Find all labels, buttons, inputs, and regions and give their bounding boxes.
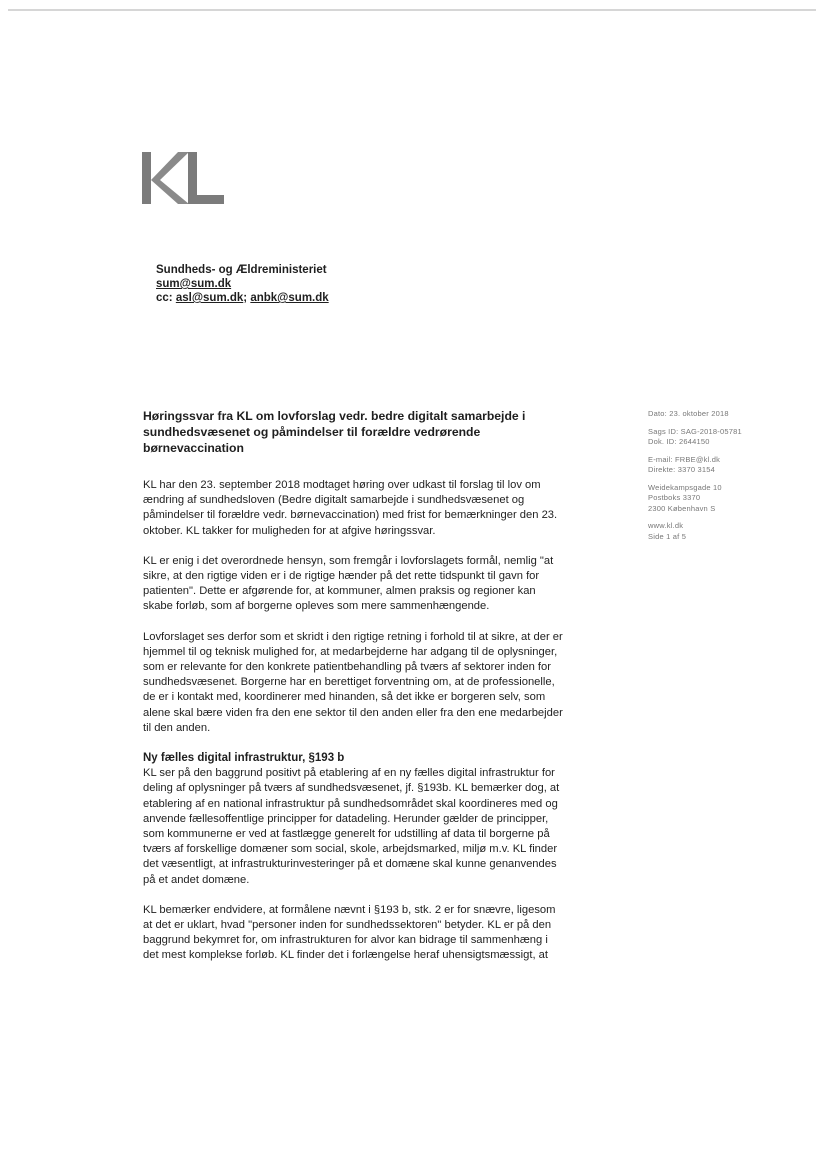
paragraph-purposes: KL bemærker endvidere, at formålene nævnt i §193 b, stk. 2 er for snævre, ligesom at det er uklart, hvad "personer inden for sundhedssektoren" betyder. KL er på den baggrund bekymret for, om infrastrukturen for alvor kan bidrage til sammenhæng i det mest komplekse forløb. KL finder det i forlængelse heraf uhensigtsmæssigt, at [143, 903, 556, 962]
sidebar-email: E-mail: FRBE@kl.dk [648, 454, 721, 464]
sidebar-address-line-3: 2300 København S [648, 503, 716, 513]
page-top-border [8, 9, 816, 11]
sidebar-page-number: Side 1 af 5 [648, 531, 687, 541]
paragraph-infrastructure: KL ser på den baggrund positivt på etablering af en ny fælles digital infrastruktur for deling af oplysninger på tværs af sundhedsvæsenet, jf. §193b. KL bemærker dog, at etablering af en national infrastruktur på sundhedsområdet skal koordineres med og anvende fællesoffentlige principper for datadeling. Herunder gælder de principper, som kommunerne er ved at fastlægge generelt for udstilling af data til borgerne på tværs af forskellige domæner som social, skole, arbejdsmarked, miljø m.v. KL finder det væsentligt, at infrastrukturinvesteringer på et domæne skal kunne genanvendes på et andet domæne. [143, 767, 560, 886]
cc-email-link-1[interactable]: asl@sum.dk [175, 292, 244, 304]
sidebar-direct-phone: Direkte: 3370 3154 [648, 465, 715, 474]
document-title: Høringssvar fra KL om lovforslag vedr. bedre digitalt samarbejde i sundhedsvæsenet og påmindelser til forældre vedrørende børnevaccination [143, 409, 526, 455]
sidebar-address-line-2: Postboks 3370 [648, 493, 701, 502]
letter-body [143, 478, 563, 979]
recipient-email-link[interactable]: sum@sum.dk [156, 278, 232, 290]
paragraph-agreement: KL er enig i det overordnede hensyn, som fremgår i lovforslagets formål, nemlig "at sikre, at den rigtige viden er i de rigtige hænder på det rette tidspunkt til gavn for patienten". Dette er afgørende for, at kommuner, almen praksis og regioner kan skabe forløb, som af borgerne opleves som mere sammenhængende. [143, 554, 554, 613]
paragraph-intro: KL har den 23. september 2018 modtaget høring over udkast til forslag til lov om ændring af sundhedsloven (Bedre digitalt samarbejde i sundhedsvæsenet og påmindelser til forældre vedr. børnevaccination) med frist for bemærkninger den 23. oktober. KL takker for muligheden for at afgive høringssvar. [143, 479, 558, 537]
recipient-block [156, 263, 329, 305]
paragraph-right-direction: Lovforslaget ses derfor som et skridt i den rigtige retning i forhold til at sikre, at der er hjemmel til og teknisk mulighed for, at medarbejderne har adgang til de oplysninger, som er relevante for den konkrete patientbehandling på tværs af sektorer inden for sundhedsvæsenet. Borgerne har en berettiget forventning om, at de professionelle, de er i kontakt med, koordinerer med hinanden, så det ikke er borgeren selv, som alene skal bære viden fra den ene sektor til den anden eller fra den ene medarbejder til den anden. [143, 630, 563, 734]
sidebar-address-line-1: Weidekampsgade 10 [648, 482, 722, 492]
section-heading-infrastructure: Ny fælles digital infrastruktur, §193 b [143, 752, 345, 765]
cc-separator: ; [243, 292, 248, 304]
recipient-name: Sundheds- og Ældreministeriet [156, 264, 327, 276]
sidebar-doc-id: Dok. ID: 2644150 [648, 437, 710, 446]
kl-logo [142, 150, 226, 206]
sidebar-website: www.kl.dk [648, 521, 684, 530]
cc-label: cc: [156, 292, 173, 304]
sidebar-date: Dato: 23. oktober 2018 [648, 409, 729, 418]
sidebar-metadata [648, 409, 742, 542]
cc-email-link-2[interactable]: anbk@sum.dk [250, 292, 329, 304]
sidebar-case-id: Sags ID: SAG-2018-05781 [648, 426, 742, 436]
